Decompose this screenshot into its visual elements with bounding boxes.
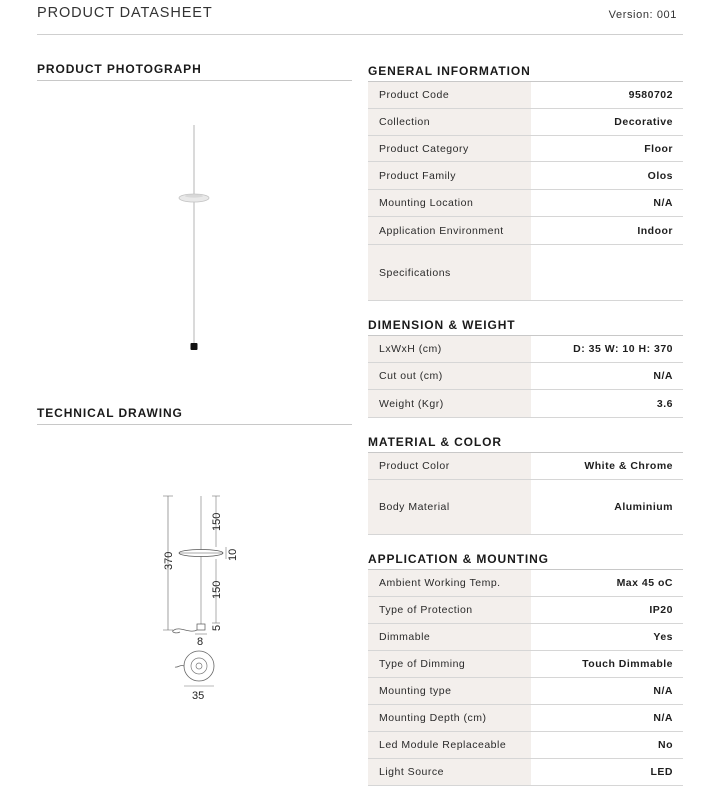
version-label: Version: 001 bbox=[608, 9, 677, 21]
row-value bbox=[531, 245, 683, 300]
row-label: LxWxH (cm) bbox=[368, 336, 531, 362]
table-row bbox=[368, 336, 683, 363]
row-label: Product Category bbox=[368, 136, 531, 161]
dimension-top: 150 bbox=[211, 512, 223, 531]
row-value: IP20 bbox=[649, 604, 673, 616]
row-value: Yes bbox=[653, 631, 673, 643]
header-bar bbox=[37, 0, 683, 35]
table-row bbox=[368, 597, 683, 624]
dimension-disc: 10 bbox=[227, 548, 239, 561]
application-mounting-section bbox=[368, 551, 683, 786]
table-row bbox=[368, 162, 683, 190]
material-color-heading: MATERIAL & COLOR bbox=[368, 434, 683, 453]
table-row bbox=[368, 705, 683, 732]
dimension-base-width: 8 bbox=[197, 636, 204, 648]
row-label: Mounting Depth (cm) bbox=[368, 705, 531, 731]
row-value: Touch Dimmable bbox=[582, 658, 673, 670]
table-row bbox=[368, 245, 683, 301]
row-value: Floor bbox=[644, 142, 673, 155]
table-row bbox=[368, 136, 683, 162]
table-row bbox=[368, 624, 683, 651]
row-value: N/A bbox=[653, 370, 673, 382]
document-title: PRODUCT DATASHEET bbox=[37, 5, 213, 21]
application-mounting-heading: APPLICATION & MOUNTING bbox=[368, 551, 683, 570]
row-label: Type of Protection bbox=[368, 597, 531, 623]
product-photograph bbox=[150, 120, 240, 360]
table-row bbox=[368, 732, 683, 759]
row-value: No bbox=[658, 739, 673, 751]
dimension-diameter: 35 bbox=[192, 690, 205, 702]
table-row bbox=[368, 109, 683, 136]
row-label: Specifications bbox=[368, 245, 531, 300]
material-color-section bbox=[368, 434, 683, 535]
row-value: 3.6 bbox=[656, 397, 673, 410]
general-information-heading: GENERAL INFORMATION bbox=[368, 63, 683, 82]
table-row bbox=[368, 759, 683, 786]
technical-drawing bbox=[150, 485, 250, 705]
table-row bbox=[368, 480, 683, 535]
table-row bbox=[368, 678, 683, 705]
row-value: Olos bbox=[647, 169, 673, 182]
row-value: D: 35 W: 10 H: 370 bbox=[573, 343, 673, 355]
table-row bbox=[368, 363, 683, 390]
table-row bbox=[368, 453, 683, 480]
table-row bbox=[368, 190, 683, 217]
row-value: Max 45 oC bbox=[616, 577, 673, 589]
row-label: Light Source bbox=[368, 759, 531, 785]
row-label: Mounting type bbox=[368, 678, 531, 704]
row-value: White & Chrome bbox=[584, 460, 673, 472]
row-value: Decorative bbox=[614, 116, 673, 128]
dimension-bottom: 150 bbox=[211, 580, 223, 599]
row-label: Collection bbox=[368, 109, 531, 135]
product-photo-heading: PRODUCT PHOTOGRAPH bbox=[37, 62, 352, 81]
row-label: Weight (Kgr) bbox=[368, 390, 531, 417]
row-label: Cut out (cm) bbox=[368, 363, 531, 389]
row-label: Dimmable bbox=[368, 624, 531, 650]
row-label: Led Module Replaceable bbox=[368, 732, 531, 758]
row-label: Body Material bbox=[368, 480, 531, 534]
row-label: Product Code bbox=[368, 82, 531, 108]
table-row bbox=[368, 390, 683, 418]
row-value: N/A bbox=[653, 685, 673, 697]
row-value: N/A bbox=[653, 712, 673, 724]
table-row bbox=[368, 217, 683, 245]
general-information-section bbox=[368, 63, 683, 301]
table-row bbox=[368, 82, 683, 109]
dimension-base: 5 bbox=[211, 624, 223, 631]
row-value: N/A bbox=[653, 197, 673, 209]
row-label: Mounting Location bbox=[368, 190, 531, 216]
row-label: Product Family bbox=[368, 162, 531, 189]
dimension-weight-heading: DIMENSION & WEIGHT bbox=[368, 317, 683, 336]
row-label: Application Environment bbox=[368, 217, 531, 244]
table-row bbox=[368, 570, 683, 597]
row-value: Indoor bbox=[637, 224, 673, 237]
technical-drawing-heading: TECHNICAL DRAWING bbox=[37, 406, 352, 425]
dimension-height: 370 bbox=[163, 551, 175, 570]
dimension-weight-section bbox=[368, 317, 683, 418]
row-value: LED bbox=[650, 766, 673, 778]
row-value: 9580702 bbox=[628, 89, 673, 101]
row-label: Product Color bbox=[368, 453, 531, 479]
table-row bbox=[368, 651, 683, 678]
row-label: Type of Dimming bbox=[368, 651, 531, 677]
row-label: Ambient Working Temp. bbox=[368, 570, 531, 596]
row-value: Aluminium bbox=[614, 501, 673, 513]
